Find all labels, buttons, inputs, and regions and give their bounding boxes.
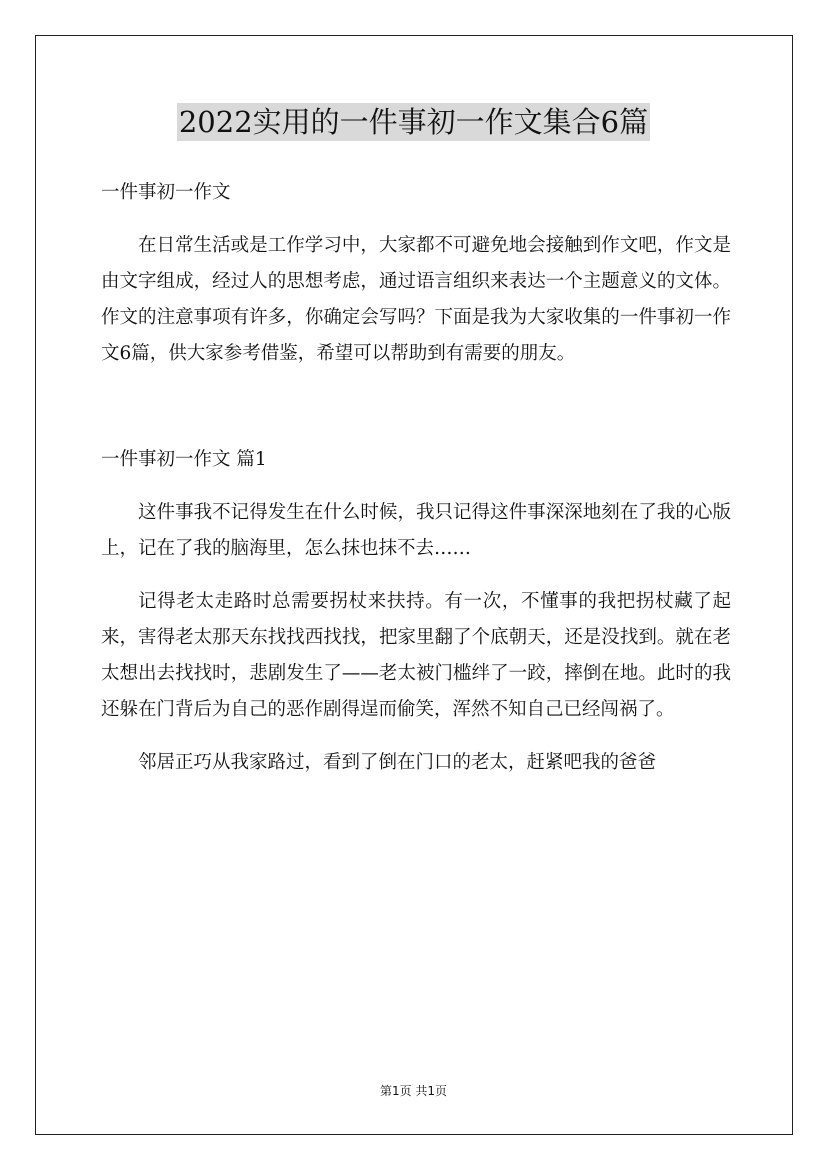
document-body: [101, 175, 731, 781]
document-title: 2022实用的一件事初一作文集合6篇: [178, 105, 649, 139]
spacer: [101, 211, 731, 228]
intro-paragraph: 在日常生活或是工作学习中，大家都不可避免地会接触到作文吧，作文是由文字组成，经过人的思想考虑，通过语言组织来表达一个主题意义的文体。作文的注意事项有许多，你确定会写吗？下面是我为大家收集的一件事初一作文6篇，供大家参考借鉴，希望可以帮助到有需要的朋友。: [101, 235, 731, 364]
title-wrap: [0, 103, 827, 141]
spacer: [101, 478, 731, 495]
spacer: [101, 372, 731, 442]
section-paragraph-3: 邻居正巧从我家路过，看到了倒在门口的老太，赶紧吧我的爸爸: [138, 752, 657, 773]
spacer: [101, 567, 731, 584]
spacer: [101, 728, 731, 745]
section-paragraph-1: 这件事我不记得发生在什么时候，我只记得这件事深深地刻在了我的心版上，记在了我的脑海里，怎么抹也抹不去……: [101, 502, 731, 559]
intro-heading: 一件事初一作文: [101, 182, 231, 203]
section-paragraph-2: 记得老太走路时总需要拐杖来扶持。有一次，不懂事的我把拐杖藏了起来，害得老太那天东找找西找找，把家里翻了个底朝天，还是没找到。就在老太想出去找找时，悲剧发生了——老太被门槛绊了一跤，摔倒在地。此时的我还躲在门背后为自己的恶作剧得逞而偷笑，浑然不知自己已经闯祸了。: [101, 591, 731, 720]
section-heading: 一件事初一作文 篇1: [101, 449, 267, 470]
page-footer: 第1页 共1页: [379, 1084, 448, 1098]
